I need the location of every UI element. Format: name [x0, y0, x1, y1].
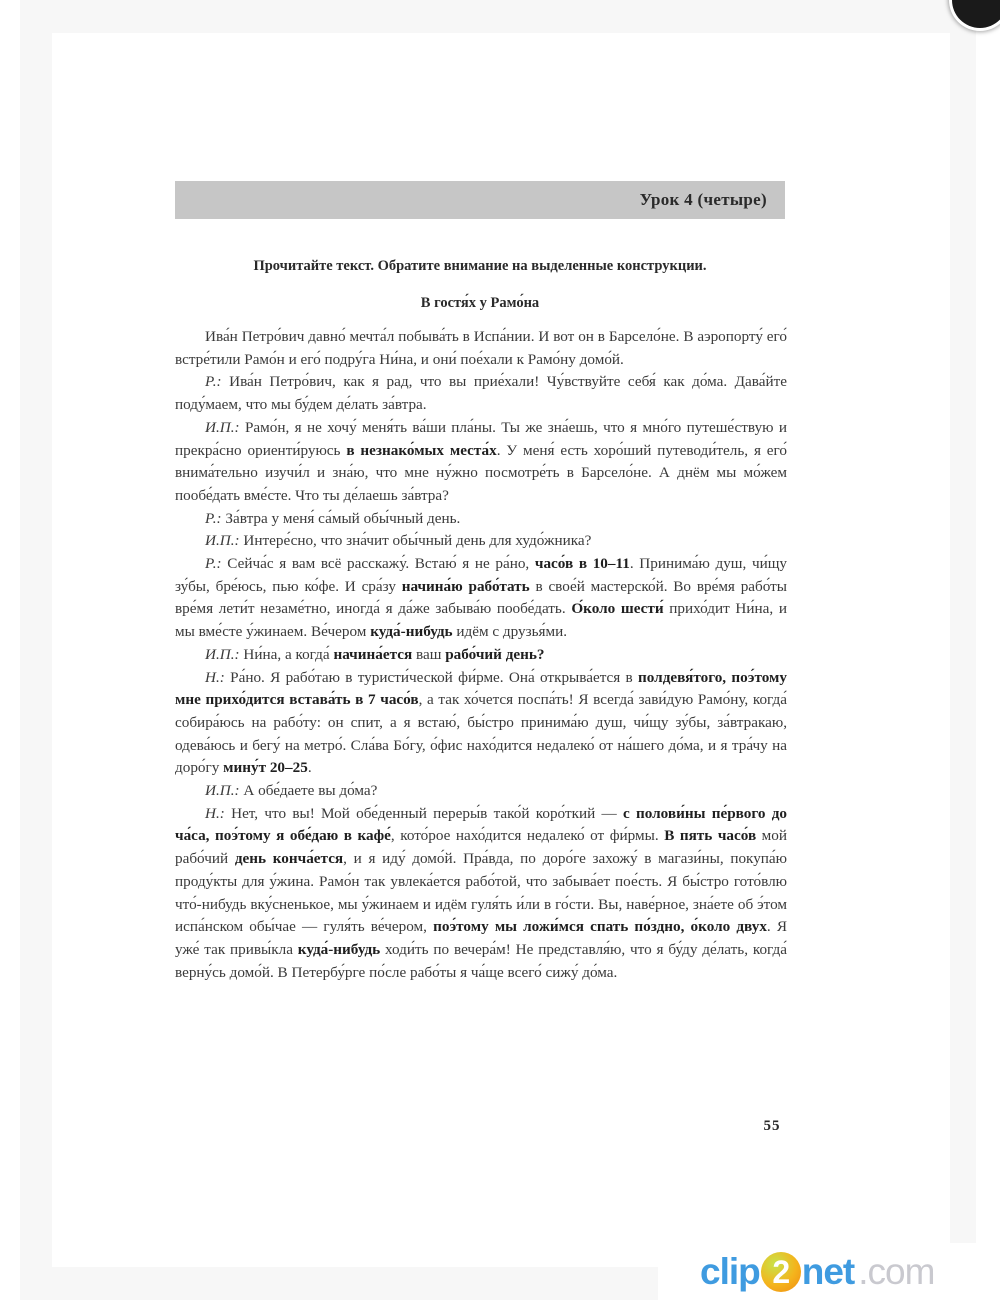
page-number: 55 [763, 1118, 781, 1134]
speaker-label: И.П.: [205, 782, 240, 800]
text-run: Сейча́с я вам всё расскажу́. Встаю́ я не ра́но, [221, 555, 535, 573]
dialogue-paragraph [175, 803, 787, 985]
highlighted-construction: куда́-нибудь [370, 623, 453, 641]
highlighted-construction: начина́ется [333, 645, 413, 663]
dialogue-paragraph [175, 326, 787, 371]
text-run: . Я уже́ так привы́кла [175, 918, 787, 958]
text-run: Интере́сно, что зна́чит обы́чный день для худо́жника? [239, 532, 592, 550]
speaker-label: Р.: [205, 373, 222, 391]
dialogue-paragraph [175, 417, 787, 508]
highlighted-construction: О́коло шести́ [571, 600, 664, 618]
text-run: идём с друзья́ми. [452, 623, 568, 641]
speaker-label: И.П.: [205, 418, 240, 436]
highlighted-construction: в незнако́мых места́х [346, 441, 497, 459]
speaker-label: И.П.: [205, 645, 240, 663]
dialogue-paragraph [175, 780, 787, 803]
speaker-label: Н.: [205, 804, 225, 822]
text-run: ваш [412, 645, 446, 663]
speaker-label: И.П.: [205, 532, 240, 550]
speaker-label: Р.: [205, 555, 222, 573]
highlighted-construction: куда́-нибудь [297, 940, 381, 958]
text-run: ходи́ть по вечера́м! Не представля́ю, что я бу́ду де́лать, когда́ верну́сь домо́й. В Петербу́рге по́сле рабо́ты я ча́ще всего́ сижу́ до́ма. [175, 940, 787, 981]
text-run: Ива́н Петро́вич, как я рад, что вы прие́хали! Чу́вствуйте себя́ как до́ма. Дава́йте поду́маем, что мы бу́дем де́лать за́втра. [175, 373, 787, 414]
dialogue-paragraph [175, 553, 787, 644]
text-run: За́втра у меня́ са́мый обы́чный день. [221, 509, 461, 527]
lesson-header-bar [175, 181, 785, 219]
text-run: А обе́даете вы до́ма? [239, 782, 378, 800]
watermark-text-com: .com [858, 1251, 935, 1292]
highlighted-construction: рабо́чий день? [445, 645, 545, 663]
text-run: Рамо́н, я не хочу́ меня́ть ва́ши пла́ны. Ты же зна́ешь, что я мно́го путеше́ствую и прекра́сно ориенти́руюсь [175, 418, 787, 459]
highlighted-construction: мину́т 20–25 [223, 759, 308, 777]
text-run: . У меня́ есть хоро́ший путеводи́тель, я его́ внима́тельно изучи́л и зна́ю, что мне ну́жно посмотре́ть в Барсело́не. А днём мы мо́жем пообе́дать вме́сте. Что ты де́лаешь за́втра? [175, 441, 787, 504]
lesson-title: Урок 4 (четыре) [639, 190, 767, 209]
text-run: , кото́рое нахо́дится недалеко́ от фи́рмы. [390, 827, 665, 845]
text-run: в свое́й мастерско́й. Во вре́мя рабо́ты вре́мя лети́т незаме́тно, иногда́ я да́же забыва́ю пообе́дать. [175, 577, 788, 618]
reading-text [175, 326, 787, 984]
dialogue-paragraph [175, 667, 787, 781]
exercise-instruction: Прочитайте текст. Обратите внимание на выделенные конструкции. [253, 258, 707, 274]
highlighted-construction: часо́в в 10–11 [534, 555, 630, 573]
highlighted-construction: поэ́тому мы ложи́мся спать по́здно, о́коло двух [433, 918, 767, 936]
highlighted-construction: день конча́ется [234, 850, 344, 868]
watermark-badge-icon: 2 [761, 1252, 801, 1292]
text-run: Нет, что вы! Мой обе́денный переры́в тако́й коро́ткий — [224, 804, 623, 822]
text-run: , и я иду́ домо́й. Пра́вда, по доро́ге захожу́ в магази́ны, покупа́ю проду́кты для у́жина. Рамо́н так увлека́ется рабо́той, что забыва́ет пое́сть. Я бы́стро гото́влю что́-нибудь вку́сненькое, мы у́жинаем и идём гуля́ть и́ли в го́сти. Вы, наве́рное, зна́ете об э́том испа́нском обы́чае — гуля́ть ве́чером, [175, 850, 788, 936]
text-run: . Принима́ю душ, чи́щу зу́бы, бре́юсь, пью ко́фе. И сра́зу [175, 555, 788, 595]
highlighted-construction: В пять часо́в [664, 827, 757, 845]
dialogue-paragraph [175, 508, 787, 531]
highlighted-construction: полдевя́того, поэ́тому мне прихо́дится встава́ть в 7 часо́в [175, 668, 787, 709]
text-run: Ни́на, а когда́ [239, 645, 334, 663]
speaker-label: Н.: [205, 668, 225, 686]
text-run: мой рабо́чий [175, 827, 787, 868]
text-run: Ра́но. Я рабо́таю в туристи́ческой фи́рме. Она́ открыва́ется в [224, 668, 639, 686]
dialogue-paragraph [175, 530, 787, 553]
text-run: Ива́н Петро́вич давно́ мечта́л побыва́ть в Испа́нии. И вот он в Барсело́не. В аэропорту́ его́ встре́тили Рамо́н и его́ подру́га Ни́на, и они́ пое́хали к Рамо́ну домо́й. [175, 328, 787, 368]
dialogue-paragraph [175, 644, 787, 667]
text-run: . [307, 759, 312, 777]
text-run: , а так хо́чется поспа́ть! Я всегда́ зави́дую Рамо́ну, когда́ собира́юсь на рабо́ту: он спит, а я встаю́, бы́стро принима́ю душ, чи́щу зу́бы, за́втракаю, одева́юсь и бегу́ на метро́. Сла́ва Бо́гу, о́фис нахо́дится недалеко́ от на́шего до́ма, и я тра́чу на доро́гу [175, 691, 787, 777]
text-title: В гостя́х у Рамо́на [420, 295, 540, 311]
highlighted-construction: с полови́ны пе́рвого до ча́са, поэ́тому я обе́даю в кафе́ [175, 804, 787, 845]
watermark-text-clip: clip [700, 1251, 760, 1292]
highlighted-construction: начина́ю рабо́тать [401, 577, 530, 595]
clip2net-watermark [700, 1246, 934, 1298]
viewer-right-strip [950, 33, 976, 1243]
text-run: прихо́дит Ни́на, и мы вме́сте у́жинаем. Ве́чером [175, 600, 787, 641]
speaker-label: Р.: [205, 509, 222, 527]
watermark-text-net: net [801, 1251, 855, 1292]
dialogue-paragraph [175, 371, 787, 416]
